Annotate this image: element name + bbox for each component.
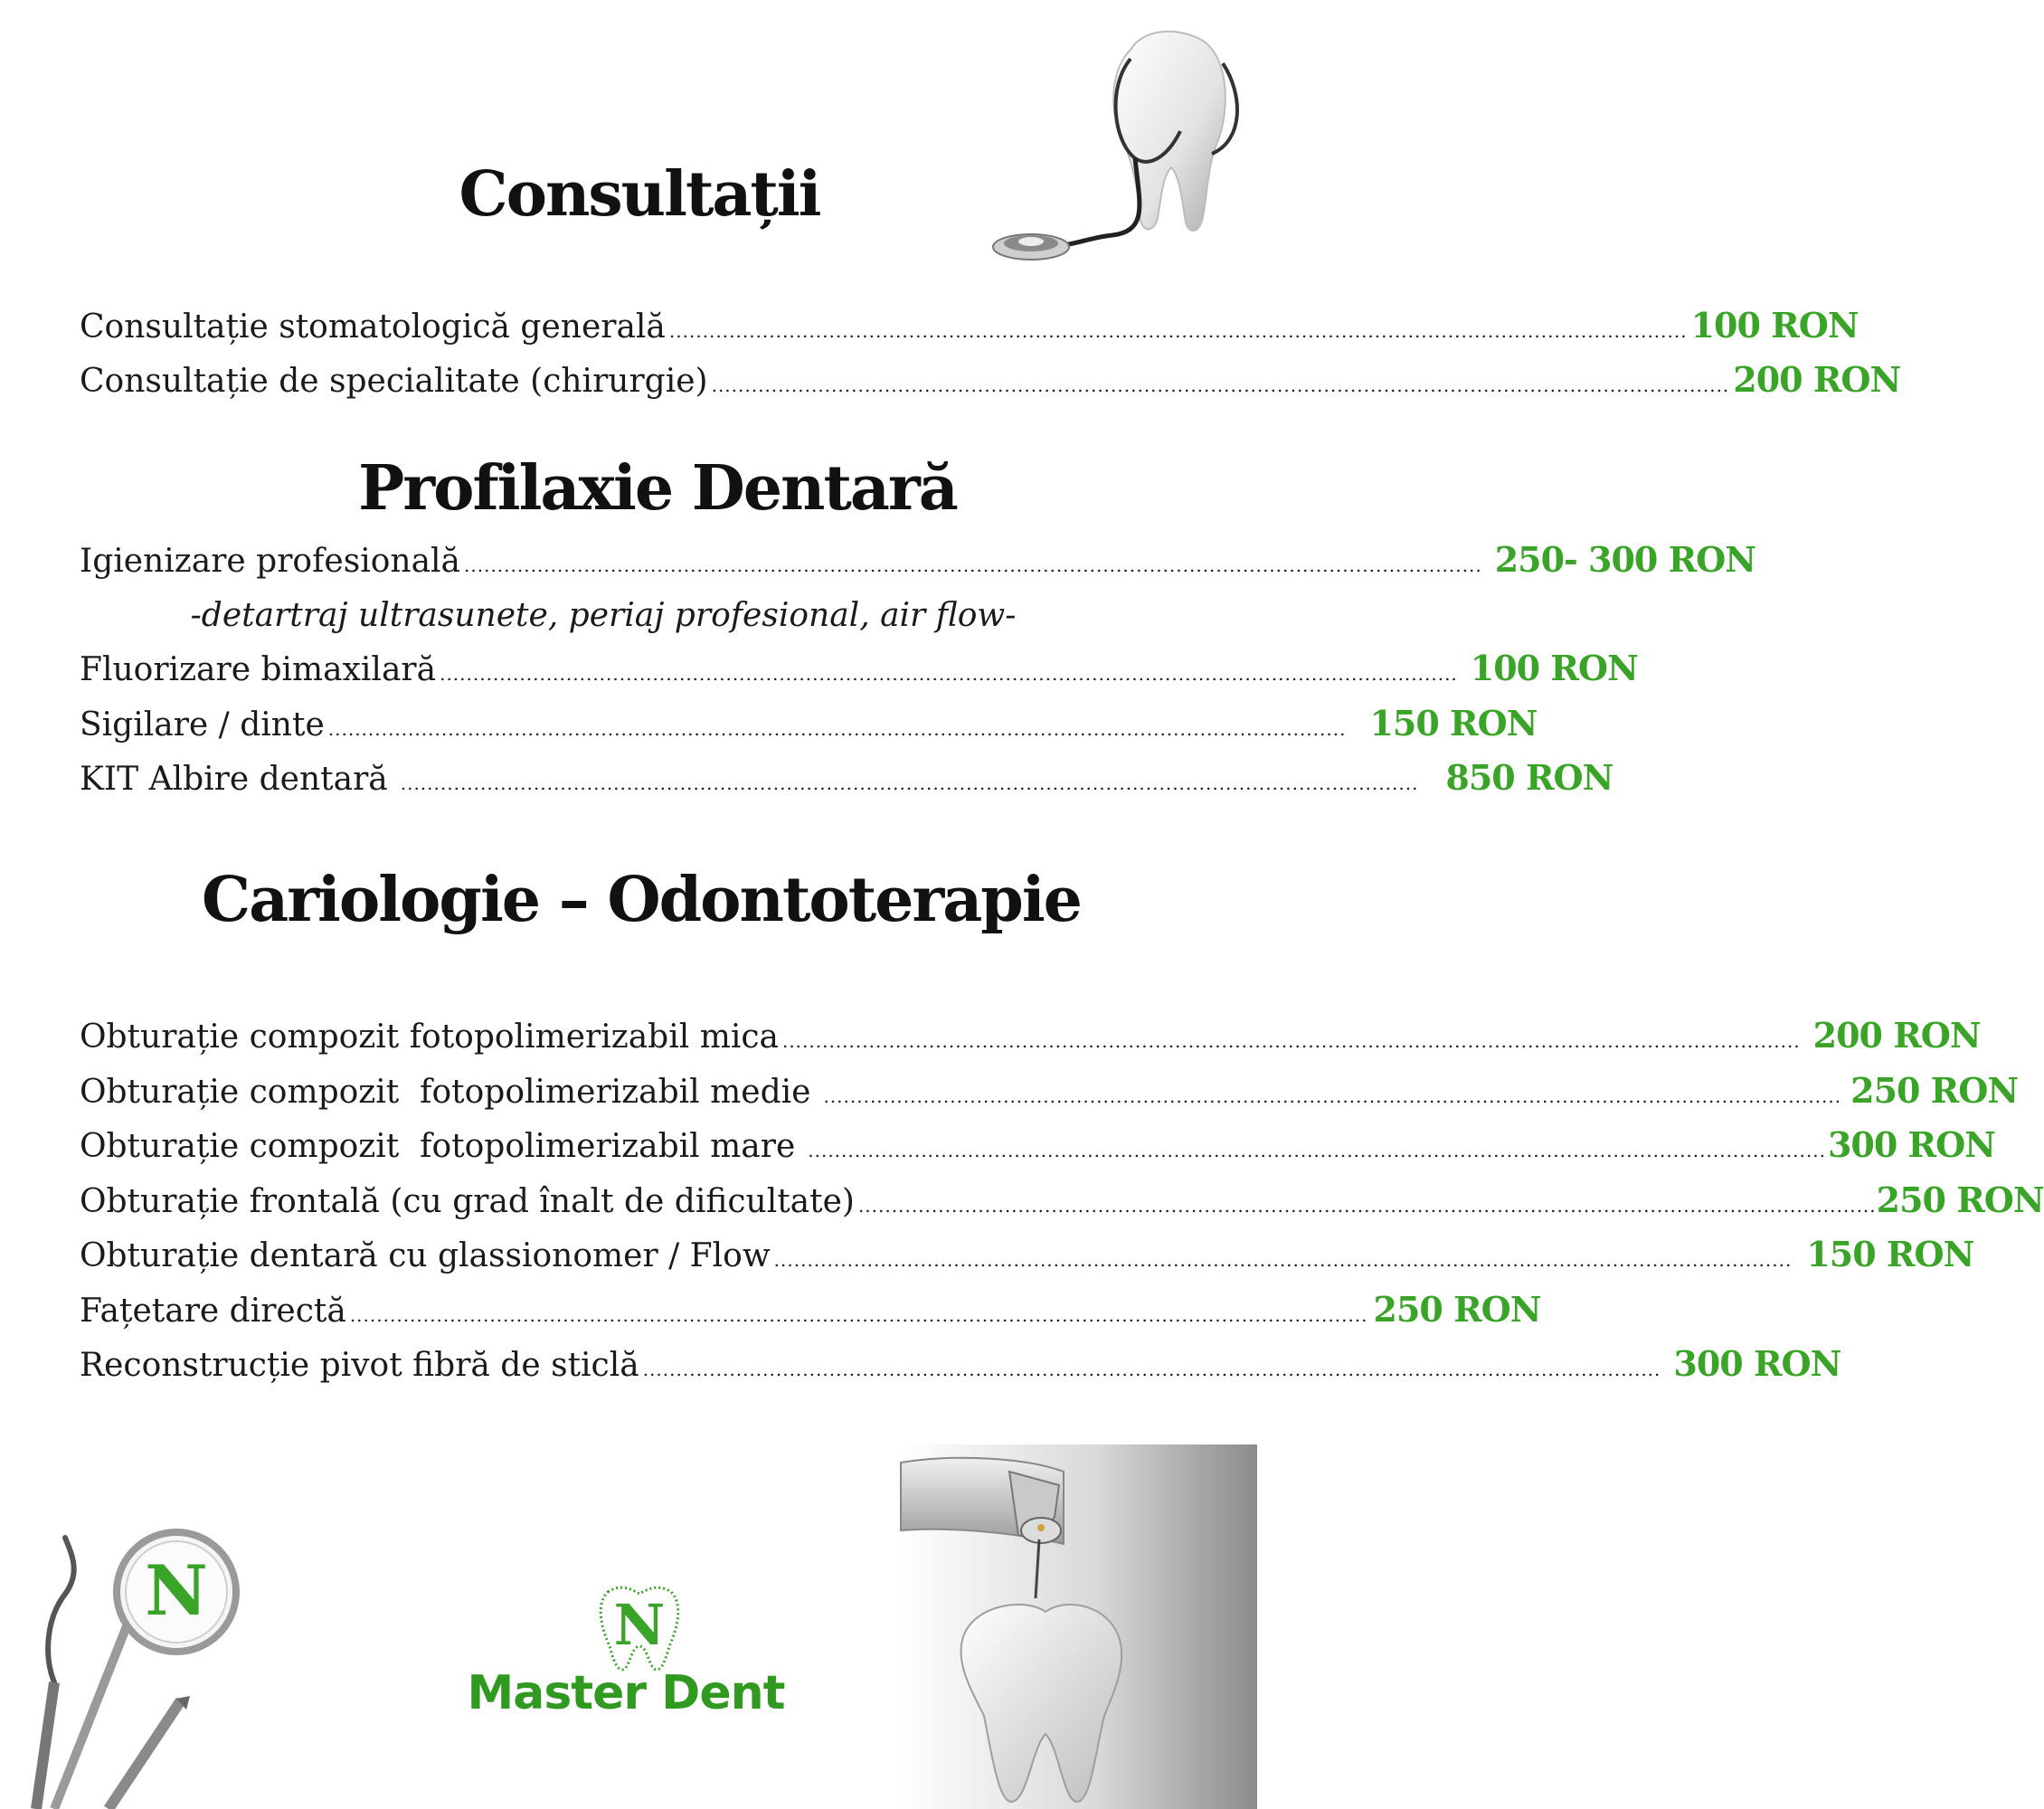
item-label: Igienizare profesională <box>80 543 461 580</box>
master-dent-logo-icon <box>590 1583 689 1673</box>
list-item <box>80 1343 1841 1389</box>
item-price: 100 RON <box>1690 305 1859 346</box>
section-title-consultatii: Consultații <box>459 158 820 231</box>
item-label: Fluorizare bimaxilară <box>80 651 437 688</box>
list-item <box>80 1289 1541 1335</box>
item-label: Consultație de specialitate (chirurgie) <box>80 363 708 400</box>
dental-mirror-probe-icon <box>0 1520 271 1809</box>
leader-dots: ......................................................................................................................................................... <box>400 772 1419 794</box>
tooth-stethoscope-icon <box>986 23 1257 276</box>
section-title-profilaxie: Profilaxie Dentară <box>358 452 957 525</box>
item-price: 850 RON <box>1445 757 1613 798</box>
list-item <box>80 1015 1981 1061</box>
list-item <box>80 539 1755 585</box>
leader-dots: ......................................................................................................................................................... <box>668 320 1688 342</box>
item-label: Obturație compozit fotopolimerizabil mare <box>80 1128 796 1165</box>
item-price: 300 RON <box>1827 1124 1995 1165</box>
brand-name: Master Dent <box>467 1666 785 1720</box>
list-item <box>80 305 1859 351</box>
leader-dots: ......................................................................................................................................................... <box>440 663 1458 685</box>
list-item <box>80 1234 1974 1280</box>
item-price: 250 RON <box>1373 1289 1541 1330</box>
item-price: 200 RON <box>1733 359 1901 400</box>
list-item <box>80 1124 1995 1170</box>
item-label: Obturație dentară cu glassionomer / Flow <box>80 1237 771 1274</box>
item-label: Consultație stomatologică generală <box>80 308 666 346</box>
leader-dots: ......................................................................................................................................................... <box>857 1195 1877 1217</box>
leader-dots: ......................................................................................................................................................... <box>642 1359 1661 1380</box>
leader-dots: ......................................................................................................................................................... <box>327 718 1347 740</box>
item-label: Sigilare / dinte <box>80 706 325 743</box>
item-price: 300 RON <box>1673 1343 1841 1384</box>
item-note: -detartraj ultrasunete, periaj profesional, air flow- <box>190 597 1017 634</box>
item-label: Fațetare directă <box>80 1293 346 1330</box>
list-item <box>80 757 1613 803</box>
item-price: 250 RON <box>1876 1179 2044 1220</box>
item-price: 100 RON <box>1470 648 1638 688</box>
list-item <box>80 648 1638 694</box>
item-price: 250- 300 RON <box>1494 539 1755 580</box>
item-label: Obturație frontală (cu grad înalt de dificultate) <box>80 1183 855 1220</box>
item-label: KIT Albire dentară <box>80 761 388 798</box>
leader-dots: ......................................................................................................................................................... <box>773 1249 1793 1271</box>
list-item <box>80 703 1538 749</box>
leader-dots: ......................................................................................................................................................... <box>711 374 1730 396</box>
svg-text:N: N <box>613 1592 666 1658</box>
leader-dots: ......................................................................................................................................................... <box>781 1030 1801 1052</box>
svg-text:N: N <box>145 1550 208 1631</box>
item-price: 200 RON <box>1812 1015 1981 1056</box>
tooth-drill-icon <box>901 1444 1257 1809</box>
list-item <box>80 359 1901 405</box>
item-price: 150 RON <box>1806 1234 1974 1274</box>
list-item <box>80 1179 2044 1226</box>
item-price: 250 RON <box>1850 1070 2019 1111</box>
section-title-cariologie: Cariologie – Odontoterapie <box>202 864 1081 936</box>
list-item <box>80 1070 2019 1116</box>
leader-dots: ......................................................................................................................................................... <box>349 1304 1368 1326</box>
leader-dots: ......................................................................................................................................................... <box>808 1140 1826 1161</box>
item-label: Obturație compozit fotopolimerizabil medie <box>80 1074 811 1111</box>
leader-dots: ......................................................................................................................................................... <box>823 1085 1842 1107</box>
item-label: Obturație compozit fotopolimerizabil mica <box>80 1018 779 1056</box>
item-price: 150 RON <box>1369 703 1538 743</box>
item-label: Reconstrucție pivot fibră de sticlă <box>80 1347 639 1384</box>
leader-dots: ......................................................................................................................................................... <box>464 554 1482 576</box>
